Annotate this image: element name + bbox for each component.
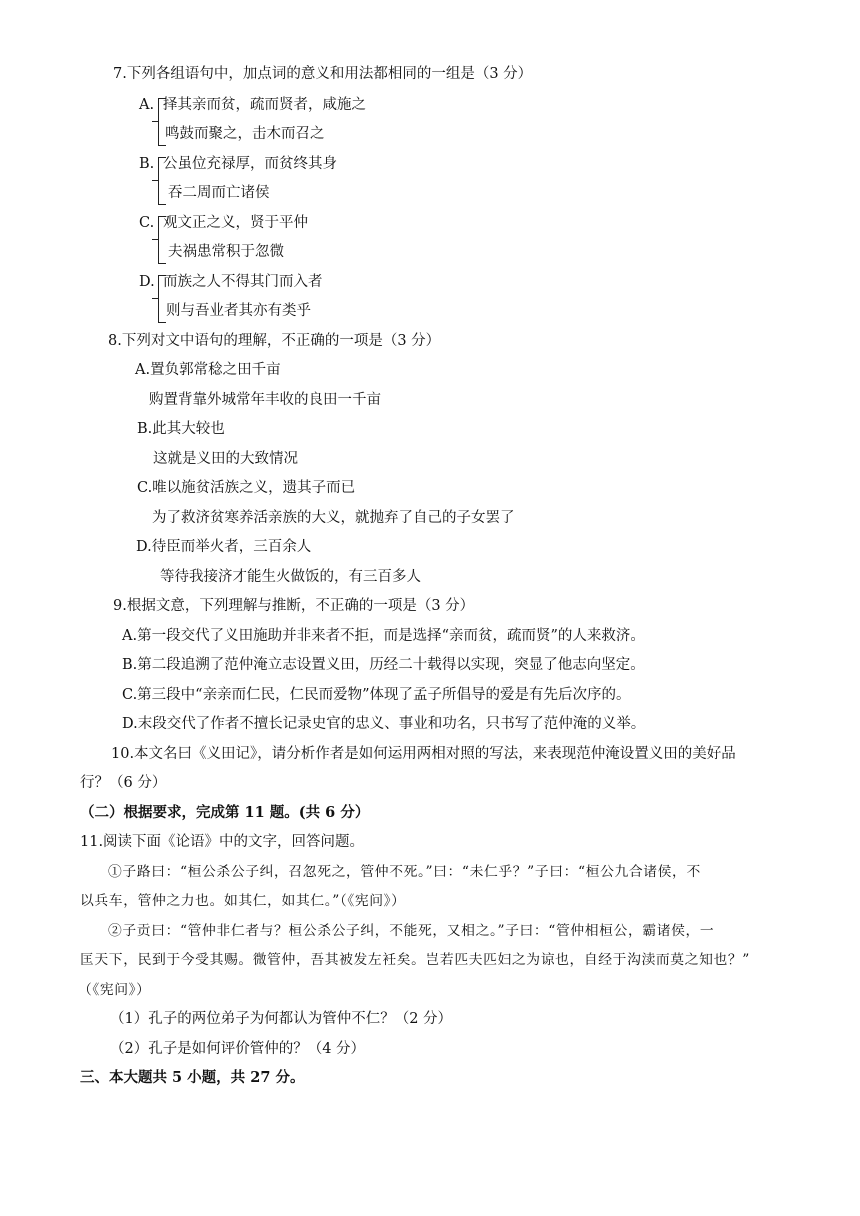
q7-option-d-line1: 而族之人不得其门而入者 [163, 274, 323, 290]
q9-option-c: C.第三段中“亲亲而仁民，仁民而爱物”体现了孟子所倡导的爱是有先后次序的。 [122, 687, 631, 703]
q9-option-d: D.末段交代了作者不擅长记录史官的忠义、事业和功名，只书写了范仲淹的义举。 [122, 716, 646, 732]
q10-line2: 行？（6 分） [80, 775, 167, 791]
q7-option-d-label: D. [139, 274, 155, 290]
q7-option-c-label: C. [139, 215, 155, 231]
q7-option-b-line2: 吞二周而亡诸侯 [168, 185, 270, 201]
q9-stem: 9.根据文意，下列理解与推断，不正确的一项是（3 分） [113, 598, 475, 614]
q11-passage2-line3: （《宪问》） [78, 982, 151, 998]
q11-passage2-line2: 匡天下，民到于今受其赐。微管仲，吾其被发左衽矣。岂若匹夫匹妇之为谅也，自经于沟渎而莫之知也？” [80, 952, 750, 968]
q8-option-c: C.唯以施贫活族之义，遗其子而已 [137, 480, 356, 496]
q7-stem: 7.下列各组语句中，加点词的意义和用法都相同的一组是（3 分） [113, 66, 533, 82]
q7-option-b-line1: 公虽位充禄厚，而贫终其身 [163, 156, 337, 172]
q8-option-b: B.此其大较也 [137, 421, 225, 437]
section3-title: 三、本大题共 5 小题，共 27 分。 [80, 1069, 305, 1086]
q11-sub1: （1）孔子的两位弟子为何都认为管仲不仁？（2 分） [110, 1011, 453, 1027]
q11-passage1-line2: 以兵车，管仲之力也。如其仁，如其仁。”（《宪问》） [80, 893, 406, 909]
q7-option-a-line2: 鸣鼓而聚之，击木而召之 [165, 126, 325, 142]
q7-option-b-label: B. [139, 156, 155, 172]
q8-option-a: A.置负郭常稔之田千亩 [135, 362, 281, 378]
q8-stem: 8.下列对文中语句的理解，不正确的一项是（3 分） [108, 333, 441, 349]
q9-option-b: B.第二段追溯了范仲淹立志设置义田，历经二十载得以实现，突显了他志向坚定。 [122, 657, 645, 673]
section2-title: （二）根据要求，完成第 11 题。(共 6 分） [80, 804, 370, 821]
q11-passage1-line1: ①子路曰：“桓公杀公子纠，召忽死之，管仲不死。”曰：“未仁乎？”子曰：“桓公九合诸侯，不 [108, 864, 701, 880]
q7-option-a-label: A. [139, 97, 155, 113]
q8-option-b-explain: 这就是义田的大致情况 [153, 451, 298, 467]
q7-option-c-line1: 观文正之义，贤于平仲 [163, 215, 308, 231]
q11-passage2-line1: ②子贡曰：“管仲非仁者与？桓公杀公子纠，不能死，又相之。”子曰：“管仲相桓公，霸诸侯，一 [108, 923, 715, 939]
q8-option-d-explain: 等待我接济才能生火做饭的，有三百多人 [160, 569, 421, 585]
q9-option-a: A.第一段交代了义田施助并非来者不拒，而是选择“亲而贫，疏而贤”的人来救济。 [122, 628, 645, 644]
q7-option-c-line2: 夫祸患常积于忽微 [168, 244, 284, 260]
q10-line1: 10.本文名曰《义田记》，请分析作者是如何运用两相对照的写法，来表现范仲淹设置义田的美好品 [111, 746, 736, 762]
q11-sub2: （2）孔子是如何评价管仲的？（4 分） [110, 1041, 366, 1057]
q7-option-d-line2: 则与吾业者其亦有类乎 [166, 303, 311, 319]
q8-option-a-explain: 购置背靠外城常年丰收的良田一千亩 [149, 392, 381, 408]
q11-stem: 11.阅读下面《论语》中的文字，回答问题。 [80, 834, 365, 850]
q8-option-d: D.待臣而举火者，三百余人 [136, 539, 312, 555]
q8-option-c-explain: 为了救济贫寒养活亲族的大义，就抛弃了自己的子女罢了 [152, 510, 515, 526]
q7-option-a-line1: 择其亲而贫，疏而贤者，咸施之 [163, 97, 366, 113]
